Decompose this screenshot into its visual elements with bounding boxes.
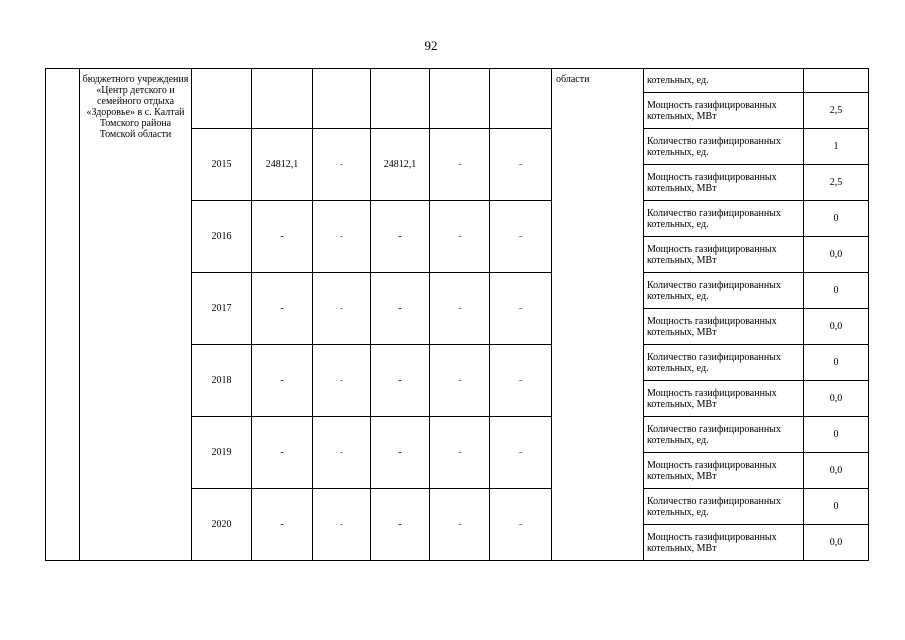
- funding-other-cell: -: [490, 345, 552, 417]
- funding-federal-cell: -: [313, 345, 371, 417]
- funding-total-cell: -: [252, 273, 313, 345]
- year-cell: 2016: [192, 201, 252, 273]
- indicator-label: Мощность газифицированных котельных, МВт: [644, 309, 804, 345]
- indicator-label: Мощность газифицированных котельных, МВт: [644, 237, 804, 273]
- empty-cell: [490, 69, 552, 129]
- funding-regional-cell: -: [371, 489, 430, 561]
- row-number-cell: [46, 69, 80, 561]
- funding-other-cell: -: [490, 489, 552, 561]
- page-number: 92: [424, 38, 438, 53]
- indicator-value: 0: [804, 273, 869, 309]
- indicator-value: 0,0: [804, 525, 869, 561]
- funding-other-cell: -: [490, 201, 552, 273]
- funding-other-cell: -: [490, 273, 552, 345]
- funding-federal-cell: -: [313, 201, 371, 273]
- indicator-label: Мощность газифицированных котельных, МВт: [644, 93, 804, 129]
- funding-federal-cell: -: [313, 273, 371, 345]
- funding-other-cell: -: [490, 129, 552, 201]
- indicator-value: 0,0: [804, 453, 869, 489]
- funding-regional-cell: -: [371, 273, 430, 345]
- funding-total-cell: -: [252, 201, 313, 273]
- table-row: [46, 69, 869, 93]
- indicator-value: 0: [804, 417, 869, 453]
- funding-federal-cell: -: [313, 417, 371, 489]
- funding-regional-cell: -: [371, 345, 430, 417]
- year-cell: 2019: [192, 417, 252, 489]
- funding-total-cell: -: [252, 489, 313, 561]
- indicator-label: Мощность газифицированных котельных, МВт: [644, 165, 804, 201]
- region-cell: области: [552, 69, 644, 561]
- funding-local-cell: -: [430, 417, 490, 489]
- program-table: [45, 68, 869, 561]
- empty-cell: [430, 69, 490, 129]
- funding-local-cell: -: [430, 345, 490, 417]
- indicator-label: Мощность газифицированных котельных, МВт: [644, 453, 804, 489]
- indicator-label: Количество газифицированных котельных, ед.: [644, 273, 804, 309]
- indicator-value: 2,5: [804, 93, 869, 129]
- year-cell: 2017: [192, 273, 252, 345]
- funding-total-cell: 24812,1: [252, 129, 313, 201]
- funding-local-cell: -: [430, 129, 490, 201]
- indicator-value: [804, 69, 869, 93]
- funding-other-cell: -: [490, 417, 552, 489]
- funding-total-cell: -: [252, 417, 313, 489]
- year-cell: 2015: [192, 129, 252, 201]
- indicator-label: Количество газифицированных котельных, ед.: [644, 417, 804, 453]
- empty-cell: [371, 69, 430, 129]
- funding-regional-cell: -: [371, 201, 430, 273]
- indicator-value: 0: [804, 345, 869, 381]
- year-cell: 2020: [192, 489, 252, 561]
- indicator-value: 0,0: [804, 381, 869, 417]
- indicator-label: котельных, ед.: [644, 69, 804, 93]
- indicator-value: 0,0: [804, 309, 869, 345]
- funding-local-cell: -: [430, 489, 490, 561]
- indicator-value: 2,5: [804, 165, 869, 201]
- indicator-value: 0: [804, 201, 869, 237]
- funding-local-cell: -: [430, 273, 490, 345]
- event-description: бюджетного учреждения «Центр детского и семейного отдыха «Здоровье» в с. Калтай Томского района Томской области: [80, 69, 192, 561]
- indicator-label: Количество газифицированных котельных, ед.: [644, 129, 804, 165]
- indicator-label: Количество газифицированных котельных, ед.: [644, 489, 804, 525]
- funding-total-cell: -: [252, 345, 313, 417]
- indicator-label: Мощность газифицированных котельных, МВт: [644, 525, 804, 561]
- funding-federal-cell: -: [313, 489, 371, 561]
- indicator-label: Мощность газифицированных котельных, МВт: [644, 381, 804, 417]
- indicator-label: Количество газифицированных котельных, ед.: [644, 345, 804, 381]
- funding-regional-cell: 24812,1: [371, 129, 430, 201]
- funding-federal-cell: -: [313, 129, 371, 201]
- empty-cell: [252, 69, 313, 129]
- funding-local-cell: -: [430, 201, 490, 273]
- indicator-value: 0,0: [804, 237, 869, 273]
- funding-regional-cell: -: [371, 417, 430, 489]
- empty-cell: [313, 69, 371, 129]
- indicator-value: 0: [804, 489, 869, 525]
- indicator-label: Количество газифицированных котельных, ед.: [644, 201, 804, 237]
- indicator-value: 1: [804, 129, 869, 165]
- year-cell: 2018: [192, 345, 252, 417]
- empty-cell: [192, 69, 252, 129]
